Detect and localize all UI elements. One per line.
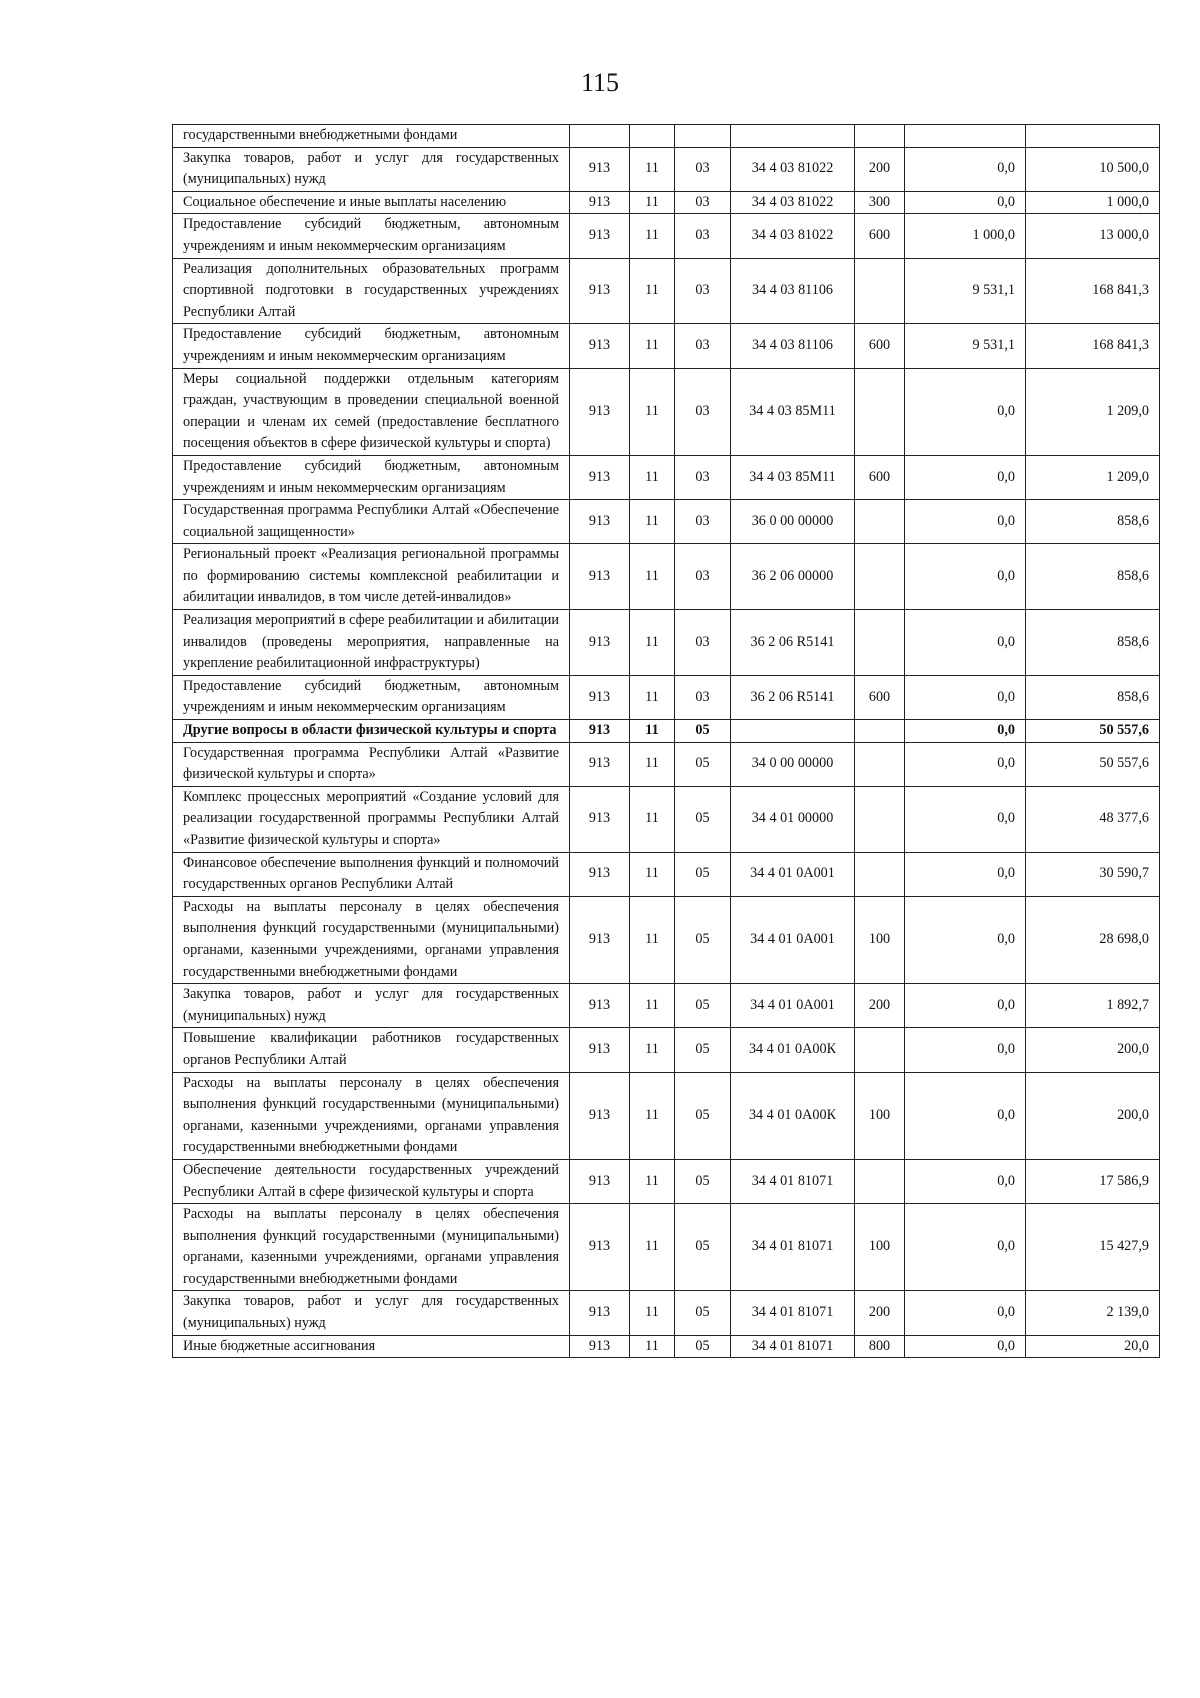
expense-name-cell: Расходы на выплаты персоналу в целях обеспечения выполнения функций государственными (муниципальными) органами, казенными учреждениями, органами управления государственными внебюджетными фондами (173, 896, 570, 983)
subsection-cell: 03 (675, 675, 731, 719)
table-row (173, 742, 1160, 786)
section-cell (630, 125, 675, 148)
amount-second-cell: 2 139,0 (1026, 1291, 1160, 1335)
amount-second-cell: 168 841,3 (1026, 258, 1160, 324)
expense-type-cell: 800 (855, 1335, 905, 1358)
amount-second-cell: 20,0 (1026, 1335, 1160, 1358)
expense-name-cell: Расходы на выплаты персоналу в целях обеспечения выполнения функций государственными (муниципальными) органами, казенными учреждениями, органами управления государственными внебюджетными фондами (173, 1072, 570, 1159)
expense-type-cell: 200 (855, 984, 905, 1028)
expense-type-cell: 600 (855, 324, 905, 368)
amount-first-cell: 0,0 (905, 1291, 1026, 1335)
target-article-cell: 34 4 01 00000 (731, 786, 855, 852)
amount-second-cell: 1 892,7 (1026, 984, 1160, 1028)
subsection-cell: 03 (675, 455, 731, 499)
expense-type-cell (855, 720, 905, 743)
table-row (173, 1159, 1160, 1203)
expense-type-cell: 300 (855, 191, 905, 214)
table-row (173, 610, 1160, 676)
ministry-code-cell: 913 (570, 544, 630, 610)
budget-table (172, 124, 1160, 1358)
expense-type-cell (855, 125, 905, 148)
ministry-code-cell: 913 (570, 610, 630, 676)
table-row (173, 1028, 1160, 1072)
expense-name-cell: Предоставление субсидий бюджетным, автономным учреждениям и иным некоммерческим организациям (173, 214, 570, 258)
expense-name-cell: Иные бюджетные ассигнования (173, 1335, 570, 1358)
amount-second-cell: 1 000,0 (1026, 191, 1160, 214)
expense-name-cell: Другие вопросы в области физической культуры и спорта (173, 720, 570, 743)
section-cell: 11 (630, 1028, 675, 1072)
amount-second-cell: 858,6 (1026, 544, 1160, 610)
expense-type-cell: 200 (855, 1291, 905, 1335)
amount-second-cell: 1 209,0 (1026, 455, 1160, 499)
section-cell: 11 (630, 742, 675, 786)
target-article-cell: 34 4 01 81071 (731, 1204, 855, 1291)
subsection-cell: 03 (675, 368, 731, 455)
amount-second-cell: 13 000,0 (1026, 214, 1160, 258)
ministry-code-cell (570, 125, 630, 148)
table-row (173, 214, 1160, 258)
target-article-cell: 34 4 01 81071 (731, 1291, 855, 1335)
ministry-code-cell: 913 (570, 1291, 630, 1335)
target-article-cell: 34 4 03 85М11 (731, 455, 855, 499)
amount-first-cell: 0,0 (905, 500, 1026, 544)
expense-type-cell (855, 786, 905, 852)
expense-name-cell: Финансовое обеспечение выполнения функций и полномочий государственных органов Республики Алтай (173, 852, 570, 896)
ministry-code-cell: 913 (570, 1028, 630, 1072)
subsection-cell: 05 (675, 852, 731, 896)
table-row (173, 786, 1160, 852)
target-article-cell: 34 4 01 0А001 (731, 852, 855, 896)
ministry-code-cell: 913 (570, 786, 630, 852)
subsection-cell: 05 (675, 896, 731, 983)
ministry-code-cell: 913 (570, 191, 630, 214)
expense-type-cell: 600 (855, 675, 905, 719)
section-cell: 11 (630, 1335, 675, 1358)
target-article-cell: 34 4 01 0А00К (731, 1072, 855, 1159)
target-article-cell: 36 2 06 R5141 (731, 675, 855, 719)
amount-second-cell: 200,0 (1026, 1028, 1160, 1072)
expense-type-cell: 200 (855, 147, 905, 191)
expense-name-cell: Расходы на выплаты персоналу в целях обеспечения выполнения функций государственными (муниципальными) органами, казенными учреждениями, органами управления государственными внебюджетными фондами (173, 1204, 570, 1291)
expense-type-cell: 600 (855, 455, 905, 499)
expense-name-cell: Обеспечение деятельности государственных учреждений Республики Алтай в сфере физической культуры и спорта (173, 1159, 570, 1203)
table-row (173, 720, 1160, 743)
table-row (173, 455, 1160, 499)
expense-name-cell: Закупка товаров, работ и услуг для государственных (муниципальных) нужд (173, 1291, 570, 1335)
expense-type-cell: 100 (855, 1204, 905, 1291)
subsection-cell: 05 (675, 1335, 731, 1358)
section-cell: 11 (630, 1159, 675, 1203)
ministry-code-cell: 913 (570, 720, 630, 743)
target-article-cell: 34 4 03 81022 (731, 214, 855, 258)
section-cell: 11 (630, 368, 675, 455)
ministry-code-cell: 913 (570, 896, 630, 983)
target-article-cell: 34 4 01 0А00К (731, 1028, 855, 1072)
table-row (173, 852, 1160, 896)
amount-second-cell: 50 557,6 (1026, 742, 1160, 786)
expense-type-cell: 100 (855, 1072, 905, 1159)
page-number: 115 (580, 68, 620, 97)
section-cell: 11 (630, 324, 675, 368)
section-cell: 11 (630, 1072, 675, 1159)
expense-name-cell: Государственная программа Республики Алтай «Обеспечение социальной защищенности» (173, 500, 570, 544)
ministry-code-cell: 913 (570, 984, 630, 1028)
ministry-code-cell: 913 (570, 1204, 630, 1291)
amount-second-cell (1026, 125, 1160, 148)
expense-type-cell (855, 544, 905, 610)
target-article-cell (731, 125, 855, 148)
amount-second-cell: 858,6 (1026, 610, 1160, 676)
amount-first-cell: 0,0 (905, 720, 1026, 743)
amount-first-cell: 0,0 (905, 1028, 1026, 1072)
amount-second-cell: 50 557,6 (1026, 720, 1160, 743)
expense-type-cell (855, 258, 905, 324)
table-row (173, 984, 1160, 1028)
section-cell: 11 (630, 191, 675, 214)
target-article-cell (731, 720, 855, 743)
amount-first-cell: 0,0 (905, 1335, 1026, 1358)
expense-type-cell (855, 500, 905, 544)
amount-first-cell: 0,0 (905, 191, 1026, 214)
target-article-cell: 36 2 06 R5141 (731, 610, 855, 676)
target-article-cell: 34 4 03 81106 (731, 258, 855, 324)
amount-first-cell: 0,0 (905, 1159, 1026, 1203)
ministry-code-cell: 913 (570, 742, 630, 786)
expense-type-cell (855, 742, 905, 786)
amount-second-cell: 1 209,0 (1026, 368, 1160, 455)
amount-first-cell: 9 531,1 (905, 324, 1026, 368)
expense-name-cell: Повышение квалификации работников государственных органов Республики Алтай (173, 1028, 570, 1072)
table-row (173, 500, 1160, 544)
expense-type-cell (855, 610, 905, 676)
expense-name-cell: Предоставление субсидий бюджетным, автономным учреждениям и иным некоммерческим организациям (173, 324, 570, 368)
expense-name-cell: Государственная программа Республики Алтай «Развитие физической культуры и спорта» (173, 742, 570, 786)
table-row (173, 324, 1160, 368)
amount-second-cell: 200,0 (1026, 1072, 1160, 1159)
amount-first-cell: 0,0 (905, 852, 1026, 896)
subsection-cell: 05 (675, 1028, 731, 1072)
amount-first-cell: 0,0 (905, 675, 1026, 719)
section-cell: 11 (630, 1291, 675, 1335)
amount-second-cell: 168 841,3 (1026, 324, 1160, 368)
section-cell: 11 (630, 896, 675, 983)
ministry-code-cell: 913 (570, 147, 630, 191)
section-cell: 11 (630, 786, 675, 852)
amount-second-cell: 30 590,7 (1026, 852, 1160, 896)
expense-type-cell (855, 1159, 905, 1203)
target-article-cell: 34 4 01 81071 (731, 1159, 855, 1203)
subsection-cell: 05 (675, 1291, 731, 1335)
amount-first-cell: 1 000,0 (905, 214, 1026, 258)
subsection-cell: 03 (675, 258, 731, 324)
amount-first-cell: 0,0 (905, 610, 1026, 676)
expense-name-cell: Предоставление субсидий бюджетным, автономным учреждениям и иным некоммерческим организациям (173, 455, 570, 499)
table-row (173, 1204, 1160, 1291)
amount-first-cell: 0,0 (905, 742, 1026, 786)
section-cell: 11 (630, 610, 675, 676)
expense-name-cell: Закупка товаров, работ и услуг для государственных (муниципальных) нужд (173, 147, 570, 191)
subsection-cell: 03 (675, 214, 731, 258)
subsection-cell: 05 (675, 786, 731, 852)
target-article-cell: 34 4 01 81071 (731, 1335, 855, 1358)
expense-name-cell: Региональный проект «Реализация региональной программы по формированию системы комплексной реабилитации и абилитации инвалидов, в том числе детей-инвалидов» (173, 544, 570, 610)
amount-second-cell: 15 427,9 (1026, 1204, 1160, 1291)
amount-first-cell: 0,0 (905, 368, 1026, 455)
ministry-code-cell: 913 (570, 324, 630, 368)
ministry-code-cell: 913 (570, 1335, 630, 1358)
table-body (173, 125, 1160, 1358)
subsection-cell: 03 (675, 544, 731, 610)
section-cell: 11 (630, 1204, 675, 1291)
table-row (173, 258, 1160, 324)
expense-name-cell: Реализация мероприятий в сфере реабилитации и абилитации инвалидов (проведены мероприятия, направленные на укрепление реабилитационной инфраструктуры) (173, 610, 570, 676)
table-row (173, 1291, 1160, 1335)
subsection-cell: 03 (675, 610, 731, 676)
subsection-cell: 05 (675, 1072, 731, 1159)
table-row (173, 1072, 1160, 1159)
expense-name-cell: Реализация дополнительных образовательных программ спортивной подготовки в государственных учреждениях Республики Алтай (173, 258, 570, 324)
table-row (173, 1335, 1160, 1358)
table-row (173, 191, 1160, 214)
subsection-cell: 03 (675, 324, 731, 368)
section-cell: 11 (630, 852, 675, 896)
expense-type-cell (855, 852, 905, 896)
ministry-code-cell: 913 (570, 1072, 630, 1159)
amount-first-cell: 0,0 (905, 147, 1026, 191)
ministry-code-cell: 913 (570, 852, 630, 896)
expense-type-cell (855, 368, 905, 455)
ministry-code-cell: 913 (570, 368, 630, 455)
ministry-code-cell: 913 (570, 455, 630, 499)
ministry-code-cell: 913 (570, 1159, 630, 1203)
target-article-cell: 34 4 01 0А001 (731, 896, 855, 983)
expense-name-cell: Закупка товаров, работ и услуг для государственных (муниципальных) нужд (173, 984, 570, 1028)
target-article-cell: 34 0 00 00000 (731, 742, 855, 786)
expense-type-cell: 100 (855, 896, 905, 983)
section-cell: 11 (630, 455, 675, 499)
target-article-cell: 36 2 06 00000 (731, 544, 855, 610)
subsection-cell: 05 (675, 720, 731, 743)
target-article-cell: 34 4 03 81106 (731, 324, 855, 368)
expense-name-cell: Меры социальной поддержки отдельным категориям граждан, участвующим в проведении специальной военной операции и членам их семей (предоставление бесплатного посещения объектов в сфере физической культуры и спорта) (173, 368, 570, 455)
subsection-cell: 03 (675, 191, 731, 214)
section-cell: 11 (630, 675, 675, 719)
subsection-cell: 05 (675, 1159, 731, 1203)
section-cell: 11 (630, 984, 675, 1028)
subsection-cell: 03 (675, 147, 731, 191)
amount-second-cell: 858,6 (1026, 675, 1160, 719)
table-row (173, 368, 1160, 455)
ministry-code-cell: 913 (570, 500, 630, 544)
target-article-cell: 36 0 00 00000 (731, 500, 855, 544)
amount-second-cell: 48 377,6 (1026, 786, 1160, 852)
amount-first-cell: 0,0 (905, 984, 1026, 1028)
table-row (173, 896, 1160, 983)
amount-first-cell: 9 531,1 (905, 258, 1026, 324)
expense-name-cell: Комплекс процессных мероприятий «Создание условий для реализации государственной программы Республики Алтай «Развитие физической культуры и спорта» (173, 786, 570, 852)
section-cell: 11 (630, 544, 675, 610)
section-cell: 11 (630, 258, 675, 324)
expense-type-cell: 600 (855, 214, 905, 258)
expense-name-cell: Социальное обеспечение и иные выплаты населению (173, 191, 570, 214)
subsection-cell: 03 (675, 500, 731, 544)
target-article-cell: 34 4 01 0А001 (731, 984, 855, 1028)
section-cell: 11 (630, 147, 675, 191)
amount-first-cell: 0,0 (905, 896, 1026, 983)
amount-first-cell: 0,0 (905, 1204, 1026, 1291)
subsection-cell: 05 (675, 984, 731, 1028)
amount-first-cell: 0,0 (905, 544, 1026, 610)
amount-first-cell: 0,0 (905, 1072, 1026, 1159)
expense-type-cell (855, 1028, 905, 1072)
ministry-code-cell: 913 (570, 675, 630, 719)
amount-second-cell: 28 698,0 (1026, 896, 1160, 983)
subsection-cell (675, 125, 731, 148)
target-article-cell: 34 4 03 81022 (731, 191, 855, 214)
amount-second-cell: 10 500,0 (1026, 147, 1160, 191)
section-cell: 11 (630, 214, 675, 258)
target-article-cell: 34 4 03 81022 (731, 147, 855, 191)
amount-first-cell: 0,0 (905, 455, 1026, 499)
subsection-cell: 05 (675, 1204, 731, 1291)
subsection-cell: 05 (675, 742, 731, 786)
expense-name-cell: государственными внебюджетными фондами (173, 125, 570, 148)
table-row (173, 544, 1160, 610)
ministry-code-cell: 913 (570, 214, 630, 258)
amount-second-cell: 17 586,9 (1026, 1159, 1160, 1203)
table-row (173, 125, 1160, 148)
ministry-code-cell: 913 (570, 258, 630, 324)
amount-first-cell: 0,0 (905, 786, 1026, 852)
table-row (173, 147, 1160, 191)
section-cell: 11 (630, 720, 675, 743)
expense-name-cell: Предоставление субсидий бюджетным, автономным учреждениям и иным некоммерческим организациям (173, 675, 570, 719)
section-cell: 11 (630, 500, 675, 544)
amount-second-cell: 858,6 (1026, 500, 1160, 544)
target-article-cell: 34 4 03 85М11 (731, 368, 855, 455)
table-row (173, 675, 1160, 719)
amount-first-cell (905, 125, 1026, 148)
